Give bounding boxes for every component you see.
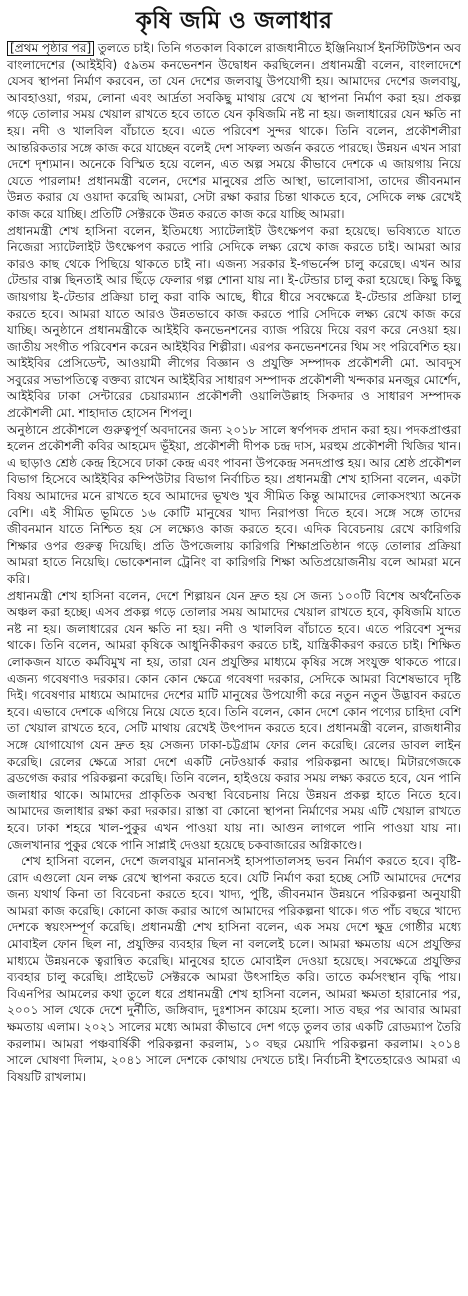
article-paragraph: প্রধানমন্ত্রী শেখ হাসিনা বলেন, ইতিমধ্যে স্যাটেলাইট উৎক্ষেপণ করা হয়েছে। ভবিষ্যতে যাতে নিজেরা স্যাটেলাইট উৎক্ষেপণ করতে পারি সেদিকে লক্ষ্য রেখে কাজ করতে চাই। আমরা আর কারও কাছ থেকে পিছিয়ে থাকতে চাই না। এজন্য সরকার ই-গভর্নেন্স চালু করেছে। এখন আর টেন্ডার বাক্স ছিনতাই আর ছিঁড়ে ফেলার গল্প শোনা যায় না। ই-টেন্ডার চালু করা হয়েছে। কিছু কিছু জায়গায় ই-টেন্ডার প্রক্রিয়া চালু করা বাকি আছে, ধীরে ধীরে সবক্ষেত্রে ই-টেন্ডার প্রক্রিয়া চালু করতে হবে। আমরা যাতে আরও উন্নতভাবে কাজ করতে পারি সেদিকে লক্ষ্য রেখে কাজ করে যাচ্ছি। অনুষ্ঠানে প্রধানমন্ত্রীকে আইইবি কনভেনশনের ব্যাজ পরিয়ে দিয়ে বরণ করে নেওয়া হয়। জাতীয় সংগীত পরিবেশন করেন আইইবির শিল্পীরা। এরপর কনভেনশনের থিম সং পরিবেশিত হয়। আইইবির প্রেসিডেন্ট, আওয়ামী লীগের বিজ্ঞান ও প্রযুক্তি সম্পাদক প্রকৌশলী মো. আবদুস সবুরের সভাপতিত্বে বক্তব্য রাখেন আইইবির সাধারণ সম্পাদক প্রকৌশলী খন্দকার মনজুর মোর্শেদ, আইইবির ঢাকা সেন্টারের চেয়ারম্যান প্রকৌশলী ওয়ালিউল্লাহ সিকদার ও সাধারণ সম্পাদক প্রকৌশলী মো. শাহাদাত হোসেন শিপলু। — [7, 223, 461, 421]
article-paragraph: প্রধানমন্ত্রী শেখ হাসিনা বলেন, দেশে শিল্পায়ন যেন দ্রুত হয় সে জন্য ১০০টি বিশেষ অর্থনৈতিক অঞ্চল করা হচ্ছে। এসব প্রকল্প গড়ে তোলার সময় আমাদের খেয়াল রাখতে হবে, কৃষিজমি যাতে নষ্ট না হয়। জলাধারের যেন ক্ষতি না হয়। নদী ও খালবিল বাঁচাতে হবে। এতে পরিবেশ সুন্দর থাকে। তিনি বলেন, আমরা কৃষিকে আধুনিকীকরণ করতে চাই, যান্ত্রিকীকরণ করতে চাই। শিক্ষিত লোকজন যাতে কর্মবিমুখ না হয়, তারা যেন প্রযুক্তির মাধ্যমে কৃষির সঙ্গে সংযুক্ত থাকতে পারে। এজন্য গবেষণাও দরকার। কোন কোন ক্ষেত্রে গবেষণা দরকার, সেদিকে আমরা বিশেষভাবে দৃষ্টি দিই। গবেষণার মাধ্যমে আমাদের দেশের মাটি মানুষের উপযোগী করে নতুন নতুন উদ্ভাবন করতে হবে। এভাবে দেশকে এগিয়ে নিয়ে যেতে হবে। তিনি বলেন, কোন দেশে কোন পণ্যের চাহিদা বেশি তা খেয়াল রাখতে হবে, সেটি মাথায় রেখেই উৎপাদন করতে হবে। প্রধানমন্ত্রী বলেন, রাজধানীর সঙ্গে যোগাযোগ যেন দ্রুত হয় সেজন্য ঢাকা-চট্টগ্রাম ফোর লেন করেছি। রেলের ডাবল লাইন করেছি। রেলের ক্ষেত্রে সারা দেশে একটি নেটওয়ার্ক করার পরিকল্পনা আছে। মিটারগেজকে ব্রডগেজ করার পরিকল্পনা করেছি। তিনি বলেন, হাইওয়ে করার সময় লক্ষ্য করতে হবে, যেন পানি জলাধার থাকে। আমাদের প্রাকৃতিক অবস্থা বিবেচনায় নিয়ে উন্নয়ন প্রকল্প হাতে নিতে হবে। আমাদের জলাধার রক্ষা করা দরকার। রাস্তা বা কোনো স্থাপনা নির্মাণের সময় এটি খেয়াল রাখতে হবে। ঢাকা শহরে খাল-পুকুর এখন পাওয়া যায় না। আগুন লাগলে পানি পাওয়া যায় না। জেলখানার পুকুর থেকে পানি সাপ্লাই দেওয়া হয়েছে চকবাজারের অগ্নিকাণ্ডে। — [7, 588, 461, 852]
article-paragraph: শেখ হাসিনা বলেন, দেশে জলবায়ুর মানানসই হাসপাতালসহ ভবন নির্মাণ করতে হবে। বৃষ্টি-রোদ এগুলো যেন লক্ষ রেখে স্থাপনা করতে হবে। যেটি নির্মাণ করা হচ্ছে সেটি আমাদের দেশের জন্য যথার্থ কিনা তা বিবেচনা করতে হবে। খাদ্য, পুষ্টি, জীবনমান উন্নয়নে পরিকল্পনা অনুযায়ী আমরা কাজ করেছি। কোনো কাজ করার আগে আমাদের পরিকল্পনা থাকে। গত পাঁচ বছরে খাদ্যে দেশকে স্বয়ংসম্পূর্ণ করেছি। প্রধানমন্ত্রী শেখ হাসিনা বলেন, এক সময় দেশে ক্ষুদ্র গোষ্ঠীর মধ্যে মোবাইল ফোন ছিল না, প্রযুক্তির ব্যবহার ছিল না বললেই চলে। আমরা ক্ষমতায় এসে প্রযুক্তির মাধ্যমে উন্নয়নকে ত্বরান্বিত করেছি। মানুষের হাতে মোবাইল দেওয়া হয়েছে। সবক্ষেত্রে প্রযুক্তির ব্যবহার চালু করেছি। প্রাইভেট সেক্টরকে আমরা উৎসাহিত করি। তাতে কর্মসংস্থান বৃদ্ধি পায়। বিএনপির আমলের কথা তুলে ধরে প্রধানমন্ত্রী শেখ হাসিনা বলেন, আমরা ক্ষমতা হারানোর পর, ২০০১ সাল থেকে দেশে দুর্নীতি, জঙ্গিবাদ, দুঃশাসন কায়েম হলো। সাত বছর পর আবার আমরা ক্ষমতায় এলাম। ২০২১ সালের মধ্যে আমরা কীভাবে দেশ গড়ে তুলব তার একটি রোডম্যাপ তৈরি করলাম। আমরা পঞ্চবার্ষিকী পরিকল্পনা করলাম, ১০ বছর মেয়াদি পরিকল্পনা করলাম। ২০১৪ সালে ঘোষণা দিলাম, ২০৪১ সালে দেশকে কোথায় দেখতে চাই। নির্বাচনী ইশতেহারেও আমরা এ বিষয়টি রাখলাম। — [7, 854, 461, 1084]
continuation-marker: [প্রথম পৃষ্ঠার পর] — [7, 41, 94, 56]
article-paragraph — [7, 40, 461, 223]
paragraph-text: তুলতে চাই। তিনি গতকাল বিকালে রাজধানীতে ইঞ্জিনিয়ার্স ইনস্টিটিউশন অব বাংলাদেশের (আইইবি) ৫৯তম কনভেনশন উদ্বোধন করছিলেন। প্রধানমন্ত্রী বলেন, বাংলাদেশে যেসব স্থাপনা নির্মাণ করবেন, তা যেন দেশের জলবায়ু উপযোগী হয়। আমাদের দেশের জলবায়ু, আবহাওয়া, গরম, লোনা এবং আর্দ্রতা সবকিছু মাথায় রেখে যে স্থাপনা নির্মাণ করা হয়। প্রকল্প গড়ে তোলার সময় খেয়াল রাখতে হবে তাতে যেন কৃষিজমি নষ্ট না হয়। জলাধারের যেন ক্ষতি না হয়। নদী ও খালবিল বাঁচাতে হবে। এতে পরিবেশ সুন্দর থাকে। তিনি বলেন, প্রকৌশলীরা আন্তরিকতার সঙ্গে কাজ করে যাচ্ছেন বলেই দেশ সাফল্য অর্জন করতে পারছে। উন্নয়ন এখন সারা দেশে দৃশ্যমান। অনেকে বিস্মিত হয়ে বলেন, এত অল্প সময়ে কীভাবে দেশকে এ জায়গায় নিয়ে যেতে পারলাম! প্রধানমন্ত্রী বলেন, দেশের মানুষের প্রতি আস্থা, ভালোবাসা, তাদের জীবনমান উন্নত করার যে ওয়াদা করেছি আমরা, সেটা রক্ষা করার চিন্তা থাকতে হবে, সেদিকে লক্ষ রেখেই কাজ করে যাচ্ছি। প্রতিটি সেক্টরকে উন্নত করতে কাজ করে যাচ্ছি আমরা। — [7, 41, 462, 221]
article-body — [7, 40, 461, 1085]
article-paragraph: অনুষ্ঠানে প্রকৌশলে গুরুত্বপূর্ণ অবদানের জন্য ২০১৮ সালে স্বর্ণপদক প্রদান করা হয়। পদকপ্রাপ্তরা হলেন প্রকৌশলী কবির আহমেদ ভূঁইয়া, প্রকৌশলী দীপক চন্দ্র দাস, মরহুম প্রকৌশলী খিজির খান। এ ছাড়াও শ্রেষ্ঠ কেন্দ্র হিসেবে ঢাকা কেন্দ্র এবং পাবনা উপকেন্দ্র সনদপ্রাপ্ত হয়। আর শ্রেষ্ঠ প্রকৌশল বিভাগ হিসেবে আইইবির কম্পিউটার বিভাগ নির্বাচিত হয়। প্রধানমন্ত্রী শেখ হাসিনা বলেন, একটা বিষয় আমাদের মনে রাখতে হবে আমাদের ভূখণ্ড খুব সীমিত কিন্তু আমাদের লোকসংখ্যা অনেক বেশি। এই সীমিত ভূমিতে ১৬ কোটি মানুষের খাদ্য নিরাপত্তা দিতে হবে। সঙ্গে সঙ্গে তাদের জীবনমান যাতে নিশ্চিত হয় সে লক্ষ্যেও কাজ করতে হবে। এদিক বিবেচনায় রেখে কারিগরি শিক্ষার ওপর গুরুত্ব দিয়েছি। প্রতি উপজেলায় কারিগরি শিক্ষাপ্রতিষ্ঠান গড়ে তোলার প্রক্রিয়া আমরা হাতে নিয়েছি। ভোকেশনাল ট্রেনিং বা কারিগরি শিক্ষা অতিপ্রয়োজনীয় বলে আমরা মনে করি। — [7, 422, 461, 586]
article-headline: কৃষি জমি ও জলাধার — [135, 8, 333, 34]
